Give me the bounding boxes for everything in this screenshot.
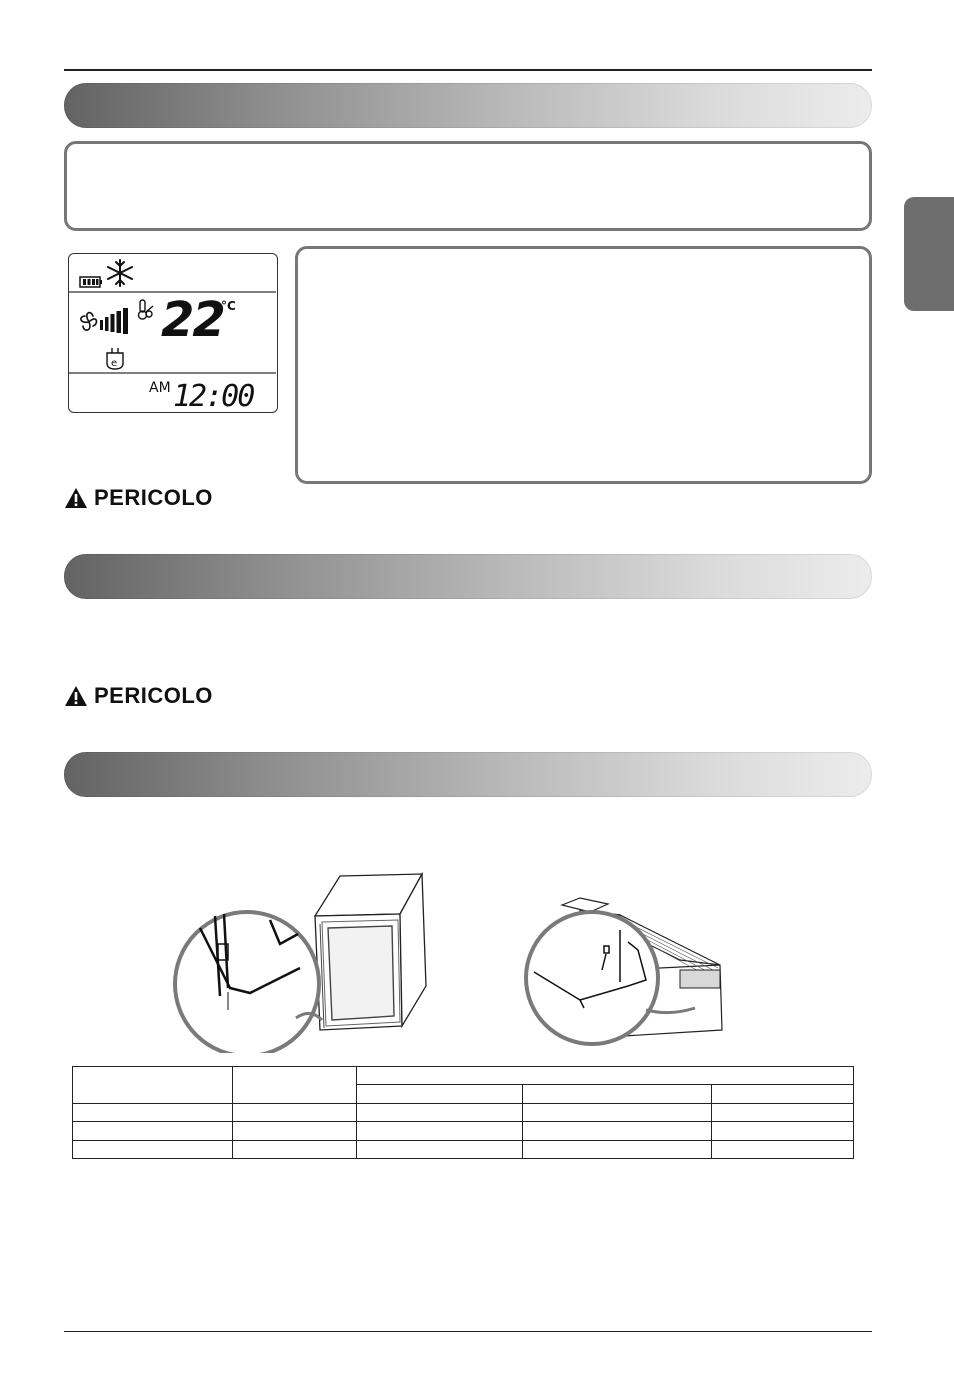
table-cell <box>233 1140 357 1158</box>
table-cell <box>712 1103 854 1121</box>
battery-icon <box>80 277 102 287</box>
table-row <box>73 1140 854 1158</box>
section-header-bar-3 <box>64 752 872 797</box>
table-cell <box>233 1103 357 1121</box>
table-cell <box>73 1122 233 1140</box>
note-box-top <box>64 141 872 231</box>
lcd-temperature: 22 <box>161 292 224 348</box>
lcd-ampm: AM <box>149 380 171 396</box>
note-box-lcd-description <box>295 246 872 484</box>
warning-label: PERICOLO <box>94 683 213 708</box>
table-row <box>73 1103 854 1121</box>
top-rule <box>64 69 872 71</box>
floor-unit-illustration <box>520 890 730 1055</box>
table-cell <box>523 1085 712 1103</box>
table-cell <box>73 1140 233 1158</box>
table-row <box>73 1122 854 1140</box>
table-cell <box>357 1067 854 1085</box>
wall-unit-illustration <box>160 868 440 1053</box>
warning-heading-1 <box>64 485 213 511</box>
table-cell <box>233 1122 357 1140</box>
remote-lcd-display <box>68 253 278 413</box>
table-cell <box>712 1085 854 1103</box>
table-cell <box>357 1103 523 1121</box>
warning-triangle-icon <box>64 685 88 707</box>
table-cell <box>712 1122 854 1140</box>
section-header-bar-2 <box>64 554 872 599</box>
table-cell <box>357 1122 523 1140</box>
table-cell <box>357 1085 523 1103</box>
table-cell <box>73 1067 233 1104</box>
warning-triangle-icon <box>64 487 88 509</box>
warning-label: PERICOLO <box>94 485 213 510</box>
table-cell <box>357 1140 523 1158</box>
spec-table <box>72 1066 854 1159</box>
table-cell <box>523 1122 712 1140</box>
table-cell <box>712 1140 854 1158</box>
fan-icon <box>81 313 97 330</box>
energy-plug-icon <box>107 348 123 369</box>
thermometer-icon <box>139 300 154 319</box>
lcd-unit: °C <box>221 299 236 313</box>
table-cell <box>523 1103 712 1121</box>
table-cell <box>73 1103 233 1121</box>
lcd-time: 12:00 <box>173 379 254 411</box>
table-cell <box>523 1140 712 1158</box>
section-header-bar-1 <box>64 83 872 128</box>
cooling-snowflake-icon <box>108 260 132 286</box>
fan-speed-bars-icon <box>100 308 128 334</box>
table-row <box>73 1067 854 1085</box>
table-cell <box>233 1067 357 1104</box>
warning-heading-2 <box>64 683 213 709</box>
chapter-side-tab <box>904 197 954 311</box>
bottom-rule <box>64 1331 872 1332</box>
svg-text:e: e <box>111 358 118 369</box>
